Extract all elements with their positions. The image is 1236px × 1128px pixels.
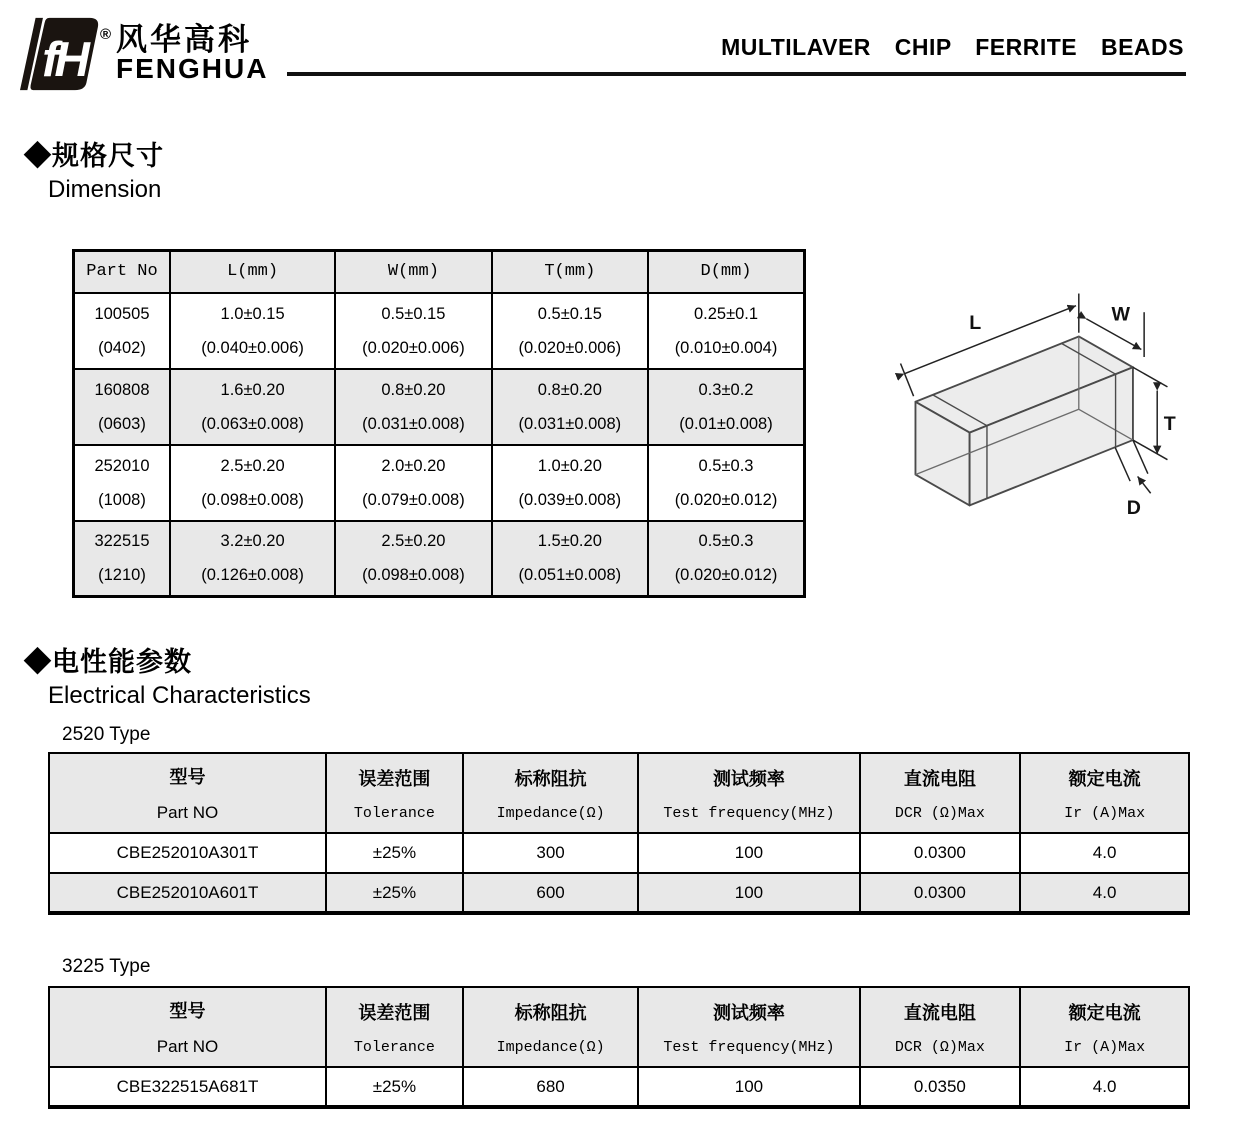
- value-inch: (0.020±0.012): [674, 490, 778, 509]
- value-inch: (0.010±0.004): [674, 338, 778, 357]
- part-code: (0603): [98, 414, 146, 433]
- rated-current: 4.0: [1020, 873, 1189, 913]
- electrical-header-row: [49, 987, 1189, 1067]
- part-code: (0402): [98, 338, 146, 357]
- value-inch: (0.079±0.008): [362, 490, 465, 509]
- page-title: MULTILAVER CHIP FERRITE BEADS: [721, 34, 1184, 60]
- electrical-table-2520: [48, 752, 1190, 915]
- value-inch: (0.020±0.006): [362, 338, 465, 357]
- value-inch: (0.063±0.008): [201, 414, 304, 433]
- value-inch: (0.01±0.008): [679, 414, 773, 433]
- part-no: 100505: [94, 304, 150, 323]
- part-code: (1210): [98, 566, 146, 585]
- table-row: [74, 445, 805, 521]
- col-header-ir: 额定电流 Ir (A)Max: [1020, 987, 1189, 1067]
- tolerance: ±25%: [326, 873, 463, 913]
- col-header-d: D(mm): [648, 251, 804, 293]
- value-inch: (0.126±0.008): [201, 566, 304, 585]
- value-mm: 2.5±0.20: [220, 456, 285, 475]
- impedance: 300: [463, 833, 639, 873]
- value-mm: 0.3±0.2: [698, 380, 754, 399]
- impedance: 680: [463, 1067, 639, 1107]
- value-mm: 2.5±0.20: [381, 532, 446, 551]
- col-header-l: L(mm): [170, 251, 335, 293]
- dcr-max: 0.0300: [860, 833, 1021, 873]
- value-inch: (0.051±0.008): [518, 566, 622, 585]
- value-mm: 0.5±0.3: [698, 456, 754, 475]
- part-no: 252010: [94, 456, 150, 475]
- col-header-part: 型号 Part NO: [49, 753, 326, 833]
- dimension-heading-en: Dimension: [48, 176, 162, 203]
- value-inch: (0.040±0.006): [201, 338, 304, 357]
- value-mm: 0.5±0.3: [698, 532, 754, 551]
- col-header-tolerance: 误差范围 Tolerance: [326, 753, 463, 833]
- dim-label-w: W: [1111, 303, 1131, 326]
- brand-name-chinese: 风华高科: [116, 22, 252, 57]
- value-mm: 0.5±0.15: [537, 304, 602, 323]
- col-header-ir: 额定电流 Ir (A)Max: [1020, 753, 1189, 833]
- col-header-frequency: 测试频率 Test frequency(MHz): [638, 753, 859, 833]
- table-row: [74, 293, 805, 369]
- part-no: CBE252010A301T: [49, 833, 326, 873]
- value-mm: 1.6±0.20: [220, 380, 285, 399]
- part-no: 160808: [94, 380, 150, 399]
- part-no: CBE322515A681T: [49, 1067, 326, 1107]
- electrical-heading-cn: ◆电性能参数: [24, 647, 192, 677]
- test-frequency: 100: [638, 873, 859, 913]
- dcr-max: 0.0350: [860, 1067, 1021, 1107]
- tolerance: ±25%: [326, 1067, 463, 1107]
- table-row: [49, 833, 1189, 873]
- rated-current: 4.0: [1020, 1067, 1189, 1107]
- col-header-part-no: Part No: [74, 251, 170, 293]
- electrical-heading-en: Electrical Characteristics: [48, 682, 311, 709]
- registered-trademark-icon: ®: [100, 26, 112, 43]
- header-rule: [287, 72, 1186, 76]
- logo-monogram: fH: [42, 32, 86, 88]
- electrical-header-row: [49, 753, 1189, 833]
- value-mm: 1.5±0.20: [537, 532, 602, 551]
- type-label-2520: 2520 Type: [62, 724, 151, 745]
- chip-dimension-diagram: [880, 288, 1188, 524]
- col-header-impedance: 标称阻抗 Impedance(Ω): [463, 753, 639, 833]
- col-header-w: W(mm): [335, 251, 491, 293]
- value-mm: 0.25±0.1: [693, 304, 759, 323]
- brand-name-english: FENGHUA: [116, 53, 269, 84]
- value-mm: 0.8±0.20: [381, 380, 446, 399]
- value-mm: 3.2±0.20: [220, 532, 285, 551]
- part-code: (1008): [98, 490, 146, 509]
- value-inch: (0.098±0.008): [201, 490, 304, 509]
- col-header-part: 型号 Part NO: [49, 987, 326, 1067]
- col-header-frequency: 测试频率 Test frequency(MHz): [638, 987, 859, 1067]
- value-mm: 2.0±0.20: [381, 456, 446, 475]
- part-no: CBE252010A601T: [49, 873, 326, 913]
- impedance: 600: [463, 873, 639, 913]
- test-frequency: 100: [638, 833, 859, 873]
- value-inch: (0.020±0.006): [518, 338, 622, 357]
- dim-label-l: L: [969, 312, 982, 334]
- dcr-max: 0.0300: [860, 873, 1021, 913]
- value-inch: (0.031±0.008): [362, 414, 465, 433]
- table-row: [49, 873, 1189, 913]
- value-inch: (0.031±0.008): [518, 414, 622, 433]
- fenghua-logo-icon: [20, 10, 102, 98]
- part-no: 322515: [94, 532, 150, 551]
- col-header-tolerance: 误差范围 Tolerance: [326, 987, 463, 1067]
- col-header-t: T(mm): [492, 251, 648, 293]
- dim-label-d: D: [1126, 496, 1141, 519]
- value-mm: 1.0±0.20: [537, 456, 602, 475]
- dimension-heading-cn: ◆规格尺寸: [24, 141, 164, 171]
- value-mm: 0.8±0.20: [537, 380, 602, 399]
- col-header-dcr: 直流电阻 DCR (Ω)Max: [860, 753, 1021, 833]
- value-mm: 0.5±0.15: [381, 304, 446, 323]
- value-inch: (0.039±0.008): [518, 490, 622, 509]
- test-frequency: 100: [638, 1067, 859, 1107]
- table-row: [74, 521, 805, 597]
- dim-label-t: T: [1163, 412, 1176, 435]
- dimension-header-row: [74, 251, 805, 293]
- dimension-table: [72, 249, 806, 598]
- table-row: [74, 369, 805, 445]
- table-row: [49, 1067, 1189, 1107]
- value-inch: (0.098±0.008): [362, 566, 465, 585]
- rated-current: 4.0: [1020, 833, 1189, 873]
- electrical-table-3225: [48, 986, 1190, 1109]
- col-header-impedance: 标称阻抗 Impedance(Ω): [463, 987, 639, 1067]
- col-header-dcr: 直流电阻 DCR (Ω)Max: [860, 987, 1021, 1067]
- value-mm: 1.0±0.15: [220, 304, 285, 323]
- value-inch: (0.020±0.012): [674, 566, 778, 585]
- type-label-3225: 3225 Type: [62, 956, 151, 977]
- tolerance: ±25%: [326, 833, 463, 873]
